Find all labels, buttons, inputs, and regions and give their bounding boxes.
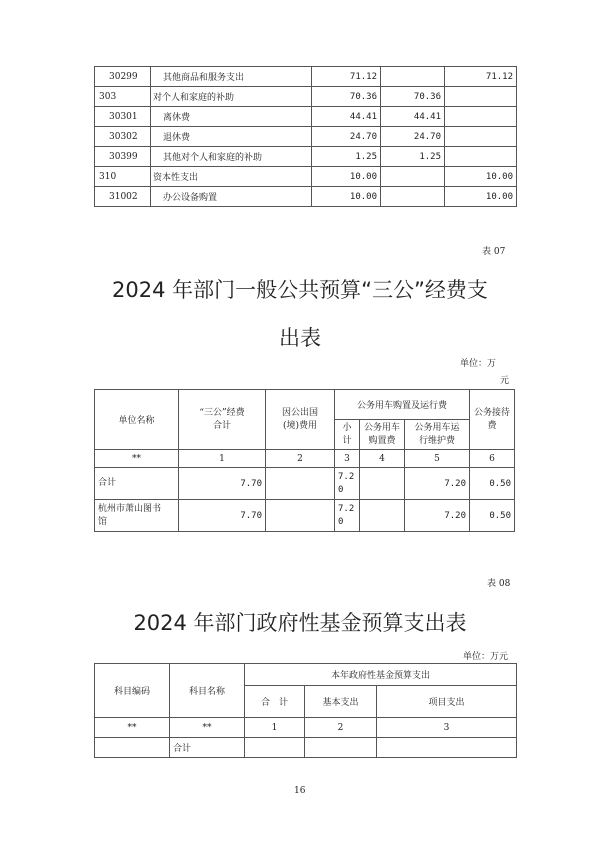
row-name: 办公设备购置 xyxy=(151,187,312,207)
header-abroad: 因公出国 (境)费用 xyxy=(266,390,335,450)
index-cell: 5 xyxy=(405,450,470,468)
table07-unit-line1: 单位：万 xyxy=(460,359,497,369)
fund-header-total: 合 计 xyxy=(245,686,305,718)
row-purchase xyxy=(360,468,405,500)
header-subtotal: 小 计 xyxy=(335,420,360,450)
fund-header-group: 本年政府性基金预算支出 xyxy=(245,664,517,686)
table-row xyxy=(95,468,515,500)
table-row xyxy=(95,87,517,107)
row-maintain: 7.20 xyxy=(405,500,470,532)
fund-header-project: 项目支出 xyxy=(377,686,517,718)
table07-title-line1: 2024 年部门一般公共预算“三公”经费支 xyxy=(112,278,488,302)
row-code: 303 xyxy=(95,87,151,107)
index-cell: 3 xyxy=(335,450,360,468)
row-unit-name: 合计 xyxy=(95,468,179,500)
index-cell: 3 xyxy=(377,718,517,738)
row-total: 24.70 xyxy=(312,127,381,147)
row-code: 310 xyxy=(95,167,151,187)
index-cell: 6 xyxy=(470,450,515,468)
table08-label: 表 08 xyxy=(487,579,511,589)
fund-header-code: 科目编码 xyxy=(95,664,170,718)
header-purchase: 公务用车 购置费 xyxy=(360,420,405,450)
fund-table xyxy=(94,663,517,758)
table-row xyxy=(95,67,517,87)
row-basic xyxy=(381,167,445,187)
row-purchase xyxy=(360,500,405,532)
table-row xyxy=(95,127,517,147)
index-cell: 1 xyxy=(245,718,305,738)
fund-total-code xyxy=(95,738,170,758)
row-total: 44.41 xyxy=(312,107,381,127)
row-project: 10.00 xyxy=(445,167,517,187)
row-project xyxy=(445,147,517,167)
table-row xyxy=(95,107,517,127)
sangong-table xyxy=(94,389,515,532)
index-cell: ** xyxy=(95,718,170,738)
fund-total-project xyxy=(377,738,517,758)
fund-total-basic xyxy=(305,738,377,758)
row-reception: 0.50 xyxy=(470,500,515,532)
row-basic: 1.25 xyxy=(381,147,445,167)
row-total: 10.00 xyxy=(312,187,381,207)
row-subtotal: 7.2 0 xyxy=(335,468,360,500)
row-name: 退休费 xyxy=(151,127,312,147)
row-code: 31002 xyxy=(95,187,151,207)
fund-total-name: 合计 xyxy=(170,738,245,758)
row-name: 其他对个人和家庭的补助 xyxy=(151,147,312,167)
index-cell: 4 xyxy=(360,450,405,468)
row-project: 10.00 xyxy=(445,187,517,207)
table-row xyxy=(95,500,515,532)
header-unit-name: 单位名称 xyxy=(95,390,179,450)
row-total: 1.25 xyxy=(312,147,381,167)
header-maintain: 公务用车运 行维护费 xyxy=(405,420,470,450)
row-basic xyxy=(381,67,445,87)
fund-total-sum xyxy=(245,738,305,758)
header-reception: 公务接待 费 xyxy=(470,390,515,450)
index-cell: 1 xyxy=(179,450,266,468)
row-sangong-total: 7.70 xyxy=(179,500,266,532)
index-row xyxy=(95,450,515,468)
index-cell: ** xyxy=(170,718,245,738)
row-project xyxy=(445,127,517,147)
row-name: 对个人和家庭的补助 xyxy=(151,87,312,107)
row-project: 71.12 xyxy=(445,67,517,87)
top-budget-table xyxy=(94,66,517,207)
fund-header-name: 科目名称 xyxy=(170,664,245,718)
row-total: 70.36 xyxy=(312,87,381,107)
table-row xyxy=(95,187,517,207)
row-reception: 0.50 xyxy=(470,468,515,500)
row-basic: 70.36 xyxy=(381,87,445,107)
row-abroad xyxy=(266,500,335,532)
row-unit-name: 杭州市萧山图书 馆 xyxy=(95,500,179,532)
row-code: 30299 xyxy=(95,67,151,87)
page-number: 16 xyxy=(294,786,306,796)
row-code: 30302 xyxy=(95,127,151,147)
table08-unit: 单位：万元 xyxy=(463,652,509,662)
row-abroad xyxy=(266,468,335,500)
row-total: 71.12 xyxy=(312,67,381,87)
index-cell: ** xyxy=(95,450,179,468)
row-project xyxy=(445,107,517,127)
table07-label: 表 07 xyxy=(482,247,506,257)
row-maintain: 7.20 xyxy=(405,468,470,500)
row-project xyxy=(445,87,517,107)
header-sangong-total: “三公”经费 合计 xyxy=(179,390,266,450)
row-total: 10.00 xyxy=(312,167,381,187)
row-basic: 24.70 xyxy=(381,127,445,147)
table08-title: 2024 年部门政府性基金预算支出表 xyxy=(133,611,467,635)
index-row xyxy=(95,718,517,738)
index-cell: 2 xyxy=(305,718,377,738)
row-code: 30399 xyxy=(95,147,151,167)
row-name: 其他商品和服务支出 xyxy=(151,67,312,87)
table07-title-line2: 出表 xyxy=(279,326,321,350)
table-row xyxy=(95,147,517,167)
table07-unit-line2: 元 xyxy=(500,376,510,386)
row-code: 30301 xyxy=(95,107,151,127)
row-name: 离休费 xyxy=(151,107,312,127)
row-name: 资本性支出 xyxy=(151,167,312,187)
header-vehicle: 公务用车购置及运行费 xyxy=(335,390,470,420)
row-sangong-total: 7.70 xyxy=(179,468,266,500)
row-basic: 44.41 xyxy=(381,107,445,127)
row-subtotal: 7.2 0 xyxy=(335,500,360,532)
index-cell: 2 xyxy=(266,450,335,468)
fund-header-basic: 基本支出 xyxy=(305,686,377,718)
table-row xyxy=(95,167,517,187)
row-basic xyxy=(381,187,445,207)
